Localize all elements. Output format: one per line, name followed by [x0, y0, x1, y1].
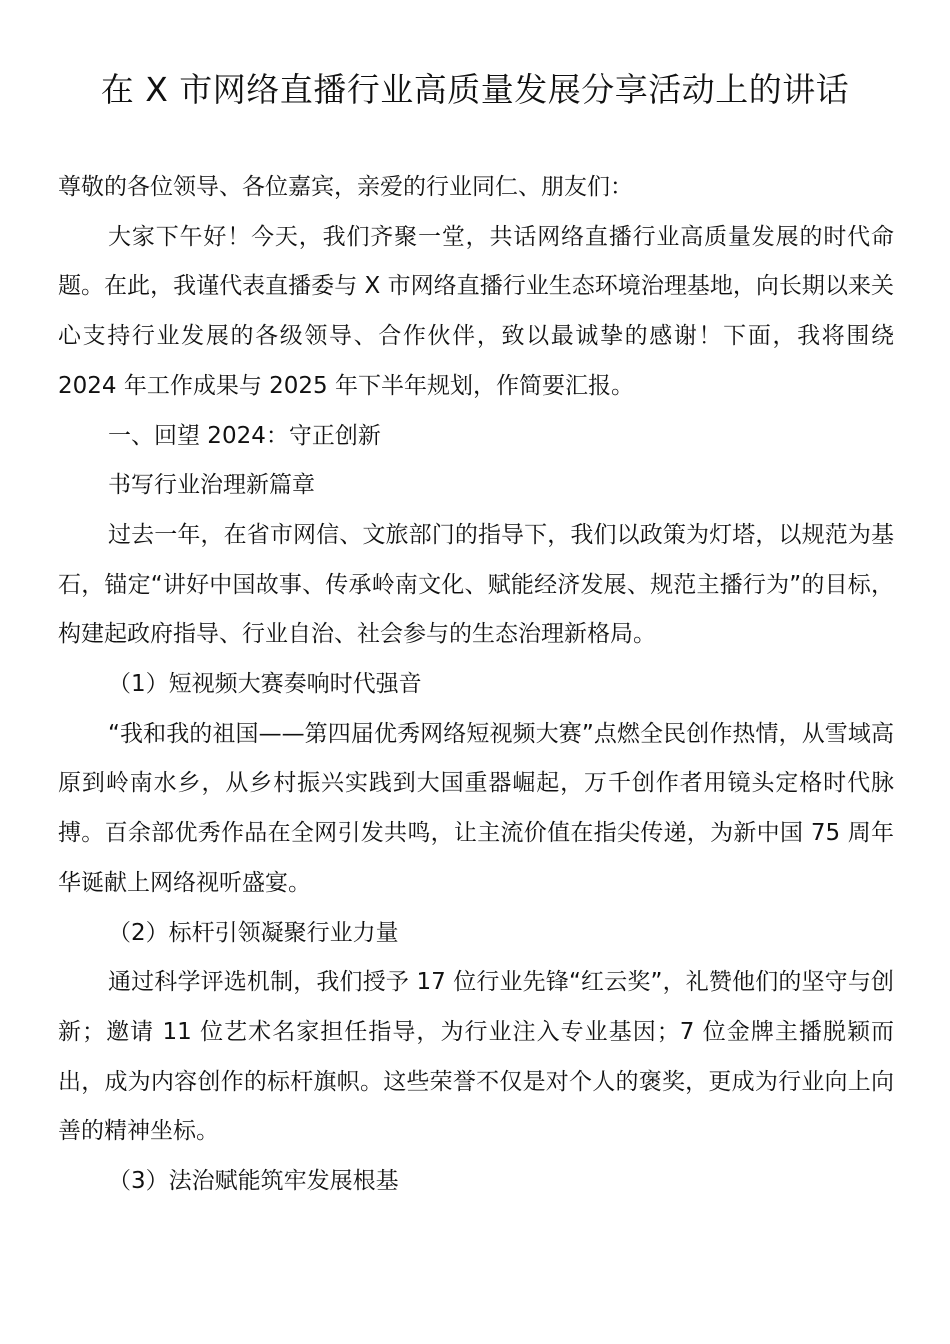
section-subheading-1: 书写行业治理新篇章	[108, 472, 315, 499]
section-heading-1: 一、回望 2024：守正创新	[108, 422, 381, 449]
document-title: 在 X 市网络直播行业高质量发展分享活动上的讲话	[100, 70, 850, 109]
paragraph-review: 过去一年，在省市网信、文旅部门的指导下，我们以政策为灯塔，以规范为基石，锚定“讲好中国故事、传承岭南文化、赋能经济发展、规范主播行为”的目标，构建起政府指导、行业自治、社会参与的生态治理新格局。	[58, 521, 894, 648]
paragraph-greeting: 大家下午好！今天，我们齐聚一堂，共话网络直播行业高质量发展的时代命题。在此，我谨代表直播委与 X 市网络直播行业生态环境治理基地，向长期以来关心支持行业发展的各级领导、合作伙伴，致以最诚挚的感谢！下面，我将围绕 2024 年工作成果与 2025 年下半年规划，作简要汇报。	[58, 223, 894, 399]
subsection-heading-3: （3）法治赋能筑牢发展根基	[108, 1168, 399, 1195]
salutation: 尊敬的各位领导、各位嘉宾，亲爱的行业同仁、朋友们：	[58, 174, 633, 200]
subsection-heading-2: （2）标杆引领凝聚行业力量	[108, 919, 399, 946]
document-body	[58, 163, 894, 1207]
paragraph-benchmarks: 通过科学评选机制，我们授予 17 位行业先锋“红云奖”，礼赞他们的坚守与创新；邀请 11 位艺术名家担任指导，为行业注入专业基因；7 位金牌主播脱颖而出，成为内容创作的标杆旗帜。这些荣誉不仅是对个人的褒奖，更成为行业向上向善的精神坐标。	[58, 969, 894, 1145]
paragraph-video-contest: “我和我的祖国——第四届优秀网络短视频大赛”点燃全民创作热情，从雪域高原到岭南水乡，从乡村振兴实践到大国重器崛起，万千创作者用镜头定格时代脉搏。百余部优秀作品在全网引发共鸣，让主流价值在指尖传递，为新中国 75 周年华诞献上网络视听盛宴。	[58, 720, 894, 896]
subsection-heading-1: （1）短视频大赛奏响时代强音	[108, 671, 422, 698]
